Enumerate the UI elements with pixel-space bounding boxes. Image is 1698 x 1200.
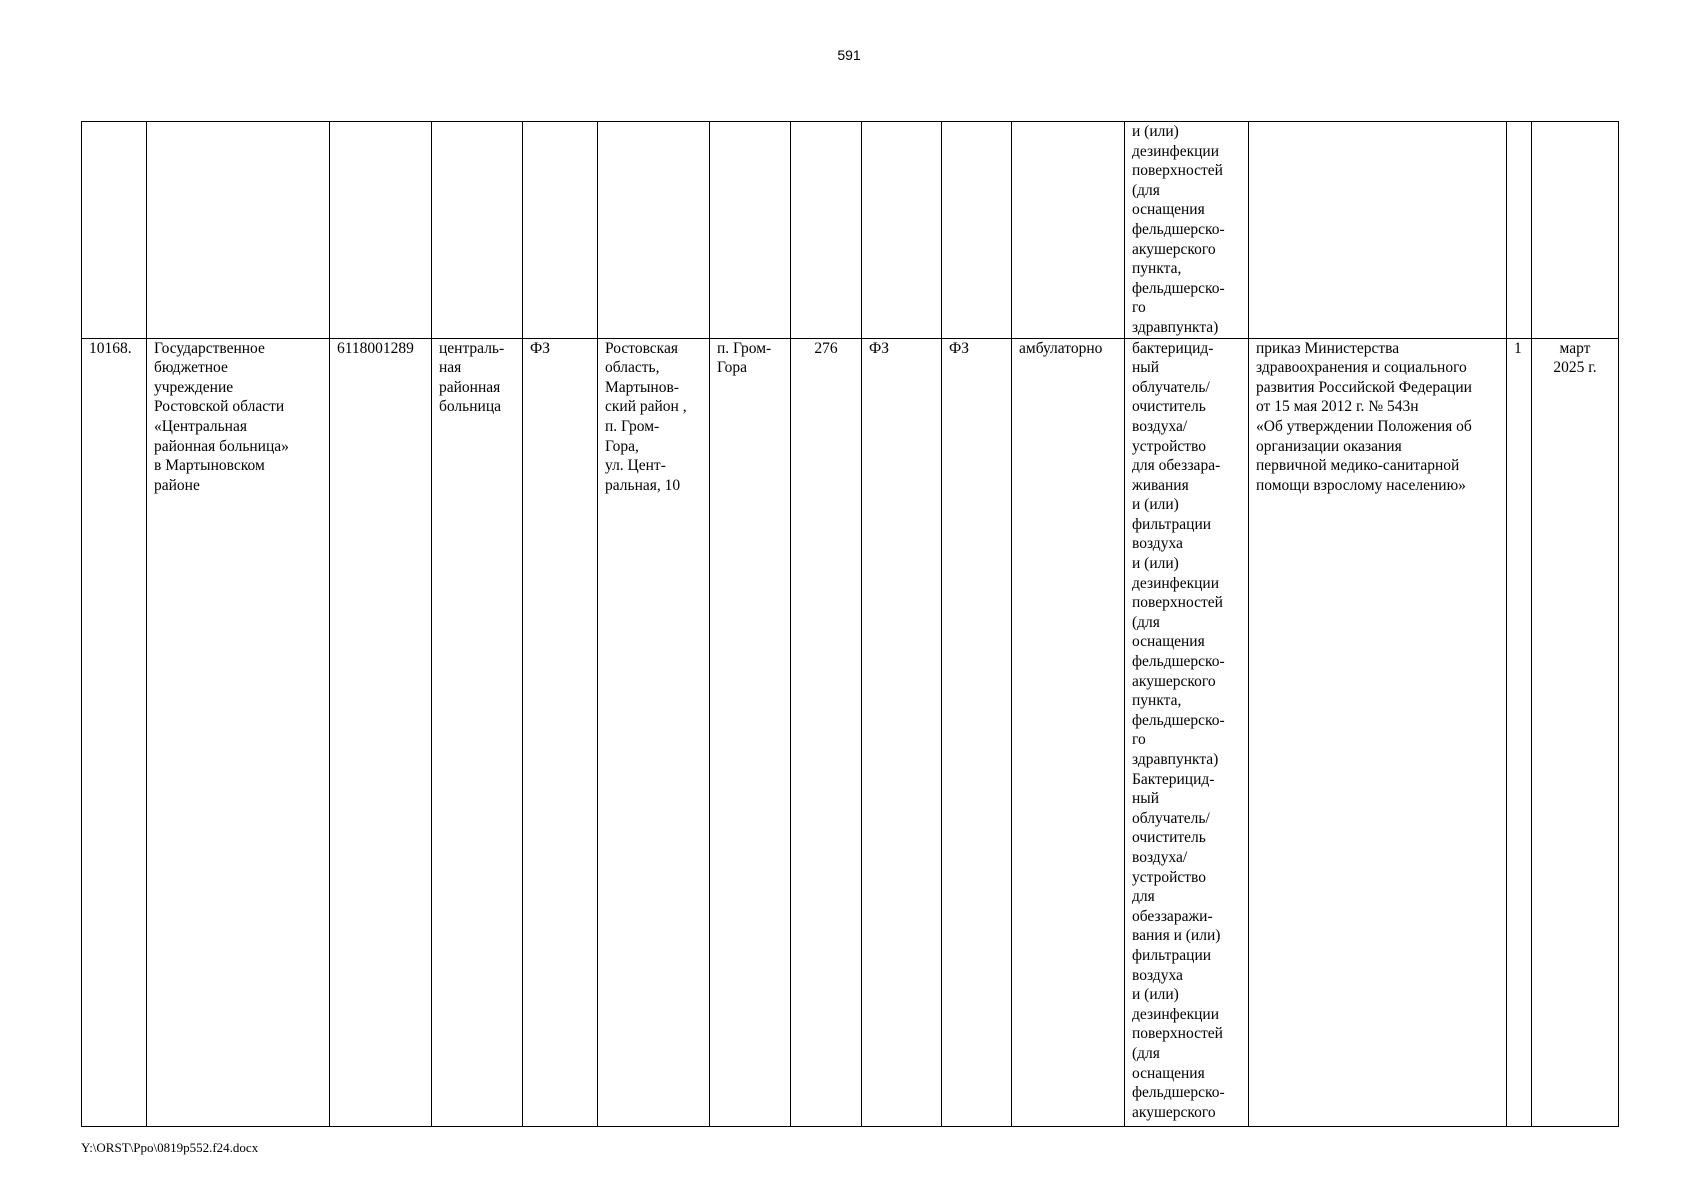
cell-equipment: бактерицид- ный облучатель/ очиститель воздуха/ устройство для обеззара- живания и (или) фильтрации воздуха и (или) дезинфекции поверхностей (для оснащения фельдшерско- акушерского пункта, фельдшерско- го здравпункта) Бактерицид- ный облучатель/ очиститель воздуха/ устройство для обеззаражи- вания и (или) фильтрации воздуха и (или) дезинфекции поверхностей (для оснащения фельдшерско- акушерского: [1125, 338, 1249, 1126]
cell-settlement: п. Гром- Гора: [710, 338, 791, 1126]
cell-address: Ростовская область, Мартынов- ский район , п. Гром- Гора, ул. Цент- ральная, 10: [598, 338, 710, 1126]
cell-law-3: [942, 122, 1012, 339]
cell-inn: [330, 122, 432, 339]
cell-law-1: ФЗ: [523, 338, 598, 1126]
cell-address: [598, 122, 710, 339]
cell-number: 10168.: [82, 338, 147, 1126]
cell-inn: 6118001289: [330, 338, 432, 1126]
cell-organization: Государственное бюджетное учреждение Ростовской области «Центральная районная больница» в Мартыновском районе: [147, 338, 330, 1126]
cell-settlement: [710, 122, 791, 339]
cell-organization: [147, 122, 330, 339]
table-row: [82, 338, 1619, 1126]
cell-law-3: ФЗ: [942, 338, 1012, 1126]
file-path-footer: Y:\ORST\Ppo\0819p552.f24.docx: [81, 1140, 259, 1155]
cell-equipment: и (или) дезинфекции поверхностей (для оснащения фельдшерско- акушерского пункта, фельдшерско- го здравпункта): [1125, 122, 1249, 339]
cell-law-1: [523, 122, 598, 339]
cell-org-type: централь- ная районная больница: [432, 338, 523, 1126]
cell-population: [791, 122, 862, 339]
cell-org-type: [432, 122, 523, 339]
cell-regulation: [1249, 122, 1507, 339]
cell-care-type: [1012, 122, 1125, 339]
table-row: [82, 122, 1619, 339]
cell-regulation: приказ Министерства здравоохранения и социального развития Российской Федерации от 15 мая 2012 г. № 543н «Об утверждении Положения об организации оказания первичной медико-санитарной помощи взрослому населению»: [1249, 338, 1507, 1126]
cell-number: [82, 122, 147, 339]
cell-care-type: амбулаторно: [1012, 338, 1125, 1126]
cell-deadline: [1532, 122, 1619, 339]
page-number: 591: [837, 47, 861, 63]
cell-quantity: 1: [1507, 338, 1532, 1126]
cell-quantity: [1507, 122, 1532, 339]
cell-deadline: март 2025 г.: [1532, 338, 1619, 1126]
document-table: [81, 121, 1619, 1127]
cell-law-2: ФЗ: [862, 338, 942, 1126]
cell-population: 276: [791, 338, 862, 1126]
cell-law-2: [862, 122, 942, 339]
